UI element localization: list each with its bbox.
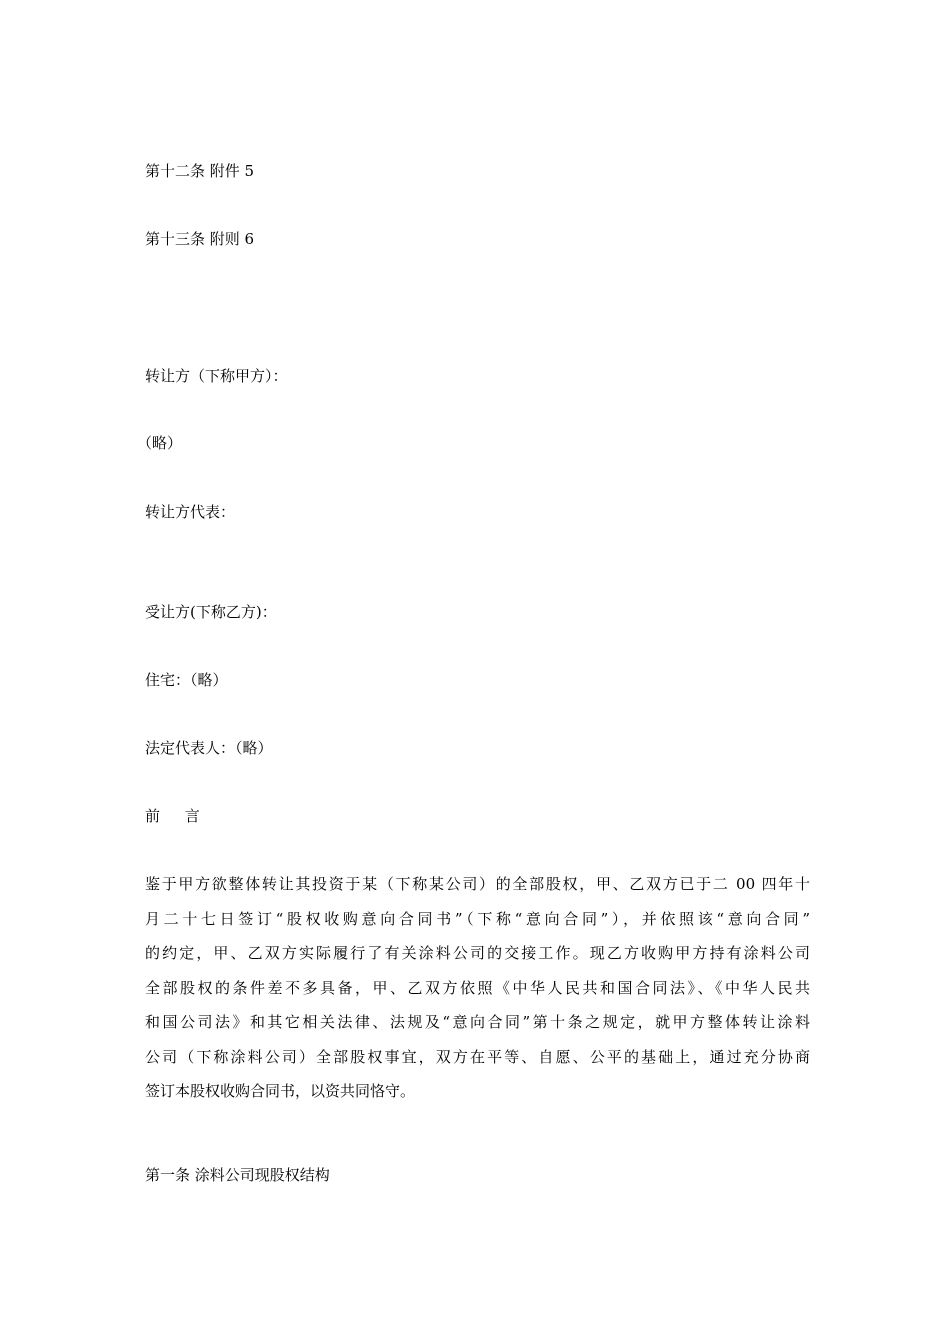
toc-article-12: 第十二条 附件 5 xyxy=(145,162,255,180)
paragraph-line: 月二十七日签订“股权收购意向合同书”（下称“意向合同”），并依照该“意向合同” xyxy=(145,909,810,928)
transferor-label: 转让方（下称甲方）： xyxy=(145,367,288,385)
paragraph-line: 和国公司法》和其它相关法律、法规及“意向合同”第十条之规定，就甲方整体转让涂料 xyxy=(145,1013,810,1031)
toc-article-13: 第十三条 附则 6 xyxy=(145,230,255,248)
paragraph-line: 公司（下称涂料公司）全部股权事宜，双方在平等、自愿、公平的基础上，通过充分协商 xyxy=(145,1047,810,1066)
paragraph-line: 签订本股权收购合同书，以资共同恪守。 xyxy=(145,1082,416,1100)
residence-line: 住宅：（略） xyxy=(145,671,228,689)
article-1-title: 第一条 涂料公司现股权结构 xyxy=(145,1166,330,1184)
transferee-label: 受让方(下称乙方)： xyxy=(145,603,277,621)
paragraph-line: 的约定，甲、乙双方实际履行了有关涂料公司的交接工作。现乙方收购甲方持有涂料公司 xyxy=(145,944,810,962)
preamble-paragraph xyxy=(145,867,810,1109)
paragraph-line: 鉴于甲方欲整体转让其投资于某（下称某公司）的全部股权，甲、乙双方已于二 00 四年十 xyxy=(145,875,810,893)
transferor-rep-label: 转让方代表： xyxy=(145,503,236,521)
legal-rep-line: 法定代表人：（略） xyxy=(145,739,273,757)
transferor-value: （略） xyxy=(137,434,183,452)
paragraph-line: 全部股权的条件差不多具备，甲、乙双方依照《中华人民共和国合同法》、《中华人民共 xyxy=(145,978,810,997)
preamble-heading: 前 言 xyxy=(145,807,210,825)
